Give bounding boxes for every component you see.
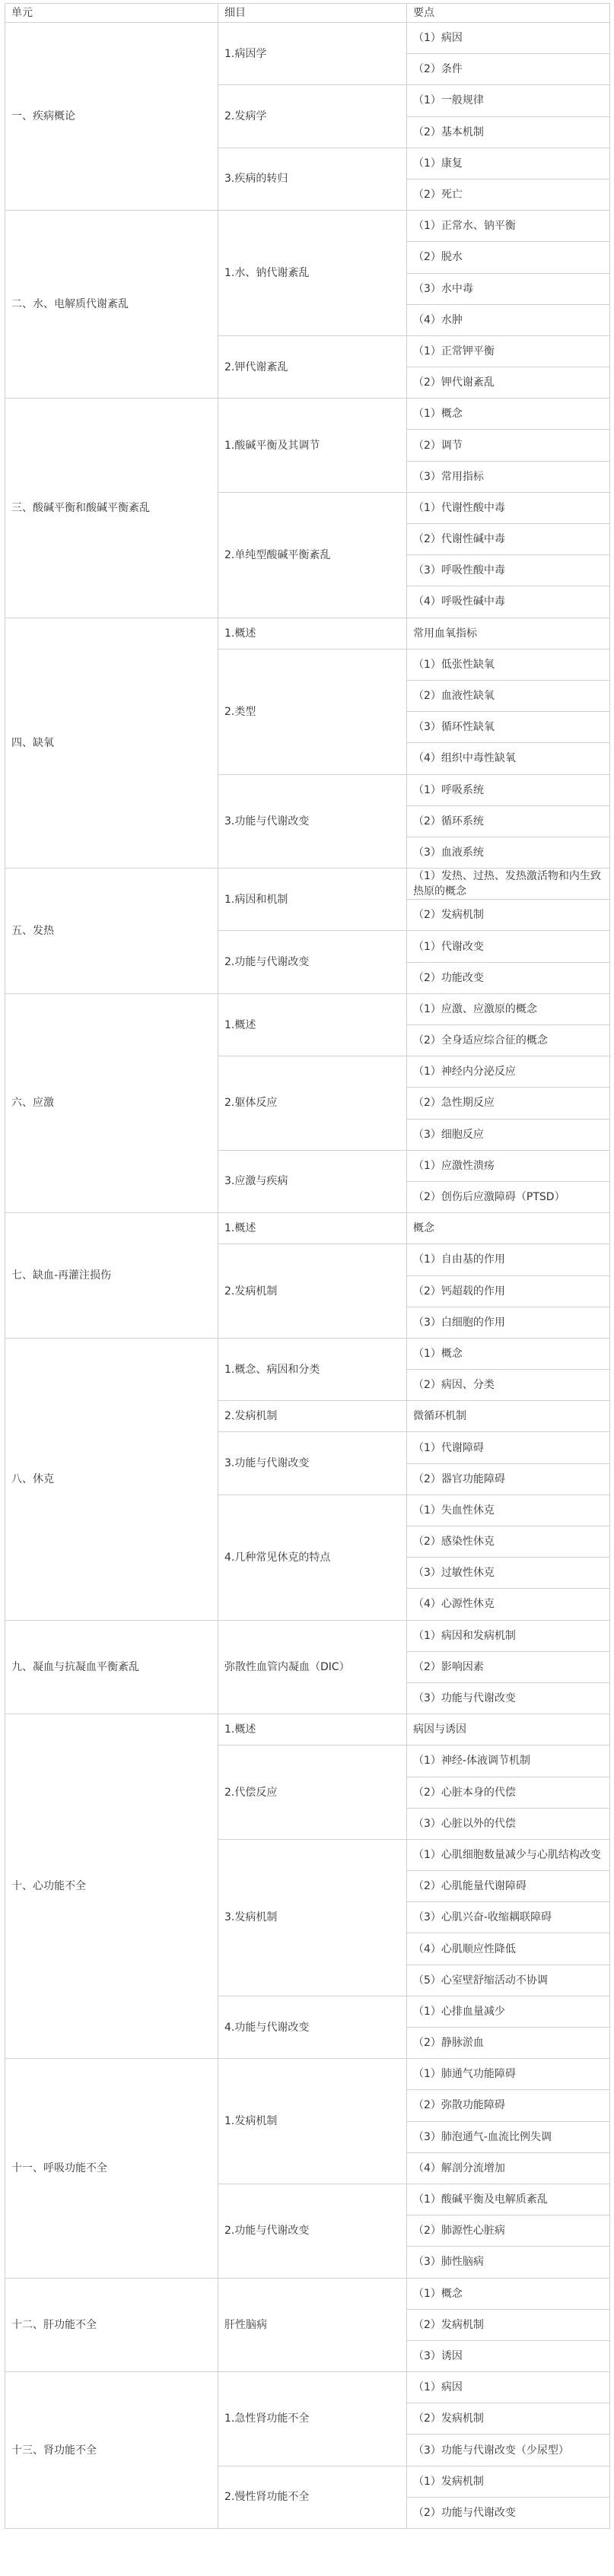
point-cell: （4）组织中毒性缺氧	[407, 743, 610, 774]
point-cell: （3）心脏以外的代偿	[407, 1808, 610, 1839]
unit-cell: 十、心功能不全	[5, 1714, 218, 2059]
item-cell: 2.发病机制	[218, 1244, 407, 1339]
point-cell: （1）应激、应激原的概念	[407, 993, 610, 1024]
point-cell: （1）正常水、钠平衡	[407, 211, 610, 242]
point-cell: （2）创伤后应激障碍（PTSD）	[407, 1181, 610, 1212]
item-cell: 2.躯体反应	[218, 1056, 407, 1151]
point-cell: （2）条件	[407, 54, 610, 85]
point-cell: （3）水中毒	[407, 273, 610, 304]
item-cell: 2.功能与代谢改变	[218, 931, 407, 993]
point-cell: （2）病因、分类	[407, 1370, 610, 1401]
unit-cell: 六、应激	[5, 993, 218, 1212]
point-cell: （1）病因和发病机制	[407, 1620, 610, 1651]
point-cell: （1）发热、过热、发热激活物和内生致热原的概念	[407, 869, 610, 900]
point-cell: （2）死亡	[407, 179, 610, 210]
item-cell: 1.急性肾功能不全	[218, 2372, 407, 2466]
item-cell: 1.概述	[218, 1213, 407, 1244]
table-row	[5, 1620, 610, 1651]
point-cell: （5）心室壁舒缩活动不协调	[407, 1965, 610, 1996]
header-row	[5, 4, 610, 23]
point-cell: （1）低张性缺氧	[407, 649, 610, 680]
unit-cell: 十一、呼吸功能不全	[5, 2059, 218, 2278]
point-cell: 病因与诱因	[407, 1714, 610, 1745]
item-cell: 1.酸碱平衡及其调节	[218, 399, 407, 493]
item-cell: 2.慢性肾功能不全	[218, 2466, 407, 2528]
point-cell: （2）全身适应综合征的概念	[407, 1025, 610, 1056]
header-unit: 单元	[5, 4, 218, 23]
point-cell: （2）脱水	[407, 242, 610, 273]
point-cell: （1）心肌细胞数量减少与心肌结构改变	[407, 1839, 610, 1870]
item-cell: 4.几种常见休克的特点	[218, 1494, 407, 1620]
table-body	[5, 23, 610, 2529]
item-cell: 1.水、钠代谢紊乱	[218, 211, 407, 336]
point-cell: （3）肺泡通气-血流比例失调	[407, 2121, 610, 2152]
unit-cell: 十二、肝功能不全	[5, 2278, 218, 2372]
table-row	[5, 1338, 610, 1369]
unit-cell: 八、休克	[5, 1338, 218, 1620]
item-cell: 2.发病机制	[218, 1401, 407, 1432]
point-cell: （2）静脉淤血	[407, 2028, 610, 2059]
table-row	[5, 869, 610, 900]
point-cell: （1）代谢性酸中毒	[407, 492, 610, 523]
item-cell: 1.病因和机制	[218, 869, 407, 931]
table-row	[5, 2059, 610, 2090]
item-cell: 1.概述	[218, 993, 407, 1056]
point-cell: （2）钾代谢紊乱	[407, 367, 610, 399]
point-cell: （2）代谢性碱中毒	[407, 524, 610, 555]
point-cell: （1）应激性溃疡	[407, 1150, 610, 1181]
point-cell: （3）肺性脑病	[407, 2247, 610, 2278]
point-cell: （1）呼吸系统	[407, 774, 610, 805]
point-cell: （4）解剖分流增加	[407, 2152, 610, 2184]
point-cell: （3）心肌兴奋-收缩耦联障碍	[407, 1902, 610, 1933]
item-cell: 4.功能与代谢改变	[218, 1996, 407, 2058]
unit-cell: 七、缺血-再灌注损伤	[5, 1213, 218, 1339]
item-cell: 肝性脑病	[218, 2278, 407, 2372]
point-cell: （3）过敏性休克	[407, 1558, 610, 1589]
item-cell: 1.概念、病因和分类	[218, 1338, 407, 1400]
item-cell: 2.发病学	[218, 85, 407, 148]
table-row	[5, 2278, 610, 2309]
point-cell: （4）呼吸性碱中毒	[407, 586, 610, 618]
item-cell: 3.疾病的转归	[218, 148, 407, 210]
point-cell: （1）康复	[407, 148, 610, 179]
unit-cell: 四、缺氧	[5, 618, 218, 869]
point-cell: （2）基本机制	[407, 116, 610, 148]
point-cell: （3）常用指标	[407, 461, 610, 492]
point-cell: （4）水肿	[407, 304, 610, 335]
table-row	[5, 1714, 610, 1745]
item-cell: 1.概述	[218, 1714, 407, 1745]
point-cell: （4）心肌顺应性降低	[407, 1933, 610, 1965]
point-cell: （1）神经内分泌反应	[407, 1056, 610, 1088]
header-point: 要点	[407, 4, 610, 23]
point-cell: （2）调节	[407, 430, 610, 461]
table-row	[5, 23, 610, 54]
header-item: 细目	[218, 4, 407, 23]
item-cell: 2.功能与代谢改变	[218, 2184, 407, 2278]
table-row	[5, 993, 610, 1024]
unit-cell: 三、酸碱平衡和酸碱平衡紊乱	[5, 399, 218, 618]
point-cell: （1）一般规律	[407, 85, 610, 116]
point-cell: （2）器官功能障碍	[407, 1463, 610, 1494]
point-cell: （2）发病机制	[407, 900, 610, 931]
point-cell: （2）发病机制	[407, 2309, 610, 2340]
item-cell: 3.功能与代谢改变	[218, 774, 407, 869]
unit-cell: 十三、肾功能不全	[5, 2372, 218, 2529]
point-cell: （2）心脏本身的代偿	[407, 1777, 610, 1808]
point-cell: （4）心源性休克	[407, 1589, 610, 1620]
point-cell: （3）白细胞的作用	[407, 1307, 610, 1338]
point-cell: （3）血液系统	[407, 837, 610, 868]
point-cell: （1）肺通气功能障碍	[407, 2059, 610, 2090]
table-row	[5, 211, 610, 242]
table-row	[5, 618, 610, 649]
point-cell: （2）急性期反应	[407, 1088, 610, 1119]
point-cell: （1）发病机制	[407, 2466, 610, 2497]
point-cell: （2）感染性休克	[407, 1526, 610, 1558]
item-cell: 3.功能与代谢改变	[218, 1432, 407, 1494]
item-cell: 1.概述	[218, 618, 407, 649]
item-cell: 1.发病机制	[218, 2059, 407, 2184]
point-cell: （3）循环性缺氧	[407, 712, 610, 743]
point-cell: （2）影响因素	[407, 1651, 610, 1682]
point-cell: （1）心排血量减少	[407, 1996, 610, 2027]
item-cell: 2.单纯型酸碱平衡紊乱	[218, 492, 407, 618]
point-cell: （2）弥散功能障碍	[407, 2090, 610, 2121]
point-cell: （1）酸碱平衡及电解质紊乱	[407, 2184, 610, 2215]
point-cell: 概念	[407, 1213, 610, 1244]
point-cell: （1）概念	[407, 399, 610, 430]
point-cell: 微循环机制	[407, 1401, 610, 1432]
point-cell: （2）血液性缺氧	[407, 680, 610, 711]
item-cell: 2.类型	[218, 649, 407, 774]
point-cell: （3）功能与代谢改变	[407, 1682, 610, 1714]
point-cell: （2）循环系统	[407, 805, 610, 837]
item-cell: 弥散性血管内凝血（DIC）	[218, 1620, 407, 1714]
point-cell: （3）诱因	[407, 2340, 610, 2371]
point-cell: （2）钙超载的作用	[407, 1275, 610, 1307]
syllabus-table	[5, 3, 610, 2529]
point-cell: （1）代谢改变	[407, 931, 610, 962]
point-cell: （3）呼吸性酸中毒	[407, 555, 610, 586]
item-cell: 1.病因学	[218, 23, 407, 85]
table-row	[5, 399, 610, 430]
table-row	[5, 1213, 610, 1244]
point-cell: （2）功能改变	[407, 962, 610, 993]
item-cell: 3.发病机制	[218, 1839, 407, 1996]
point-cell: （1）代谢障碍	[407, 1432, 610, 1463]
point-cell: （1）概念	[407, 2278, 610, 2309]
point-cell: （1）概念	[407, 1338, 610, 1369]
point-cell: （1）病因	[407, 2372, 610, 2403]
unit-cell: 一、疾病概论	[5, 23, 218, 211]
point-cell: （1）失血性休克	[407, 1494, 610, 1526]
unit-cell: 九、凝血与抗凝血平衡紊乱	[5, 1620, 218, 1714]
item-cell: 2.钾代谢紊乱	[218, 335, 407, 398]
unit-cell: 五、发热	[5, 869, 218, 994]
unit-cell: 二、水、电解质代谢紊乱	[5, 211, 218, 399]
point-cell: （1）病因	[407, 23, 610, 54]
point-cell: （3）细胞反应	[407, 1119, 610, 1150]
item-cell: 3.应激与疾病	[218, 1150, 407, 1212]
point-cell: （2）肺源性心脏病	[407, 2215, 610, 2247]
point-cell: （3）功能与代谢改变（少尿型）	[407, 2435, 610, 2466]
point-cell: （1）神经-体液调节机制	[407, 1745, 610, 1777]
point-cell: （2）心肌能量代谢障碍	[407, 1871, 610, 1902]
point-cell: （1）自由基的作用	[407, 1244, 610, 1275]
point-cell: （2）功能与代谢改变	[407, 2497, 610, 2528]
table-row	[5, 2372, 610, 2403]
point-cell: 常用血氧指标	[407, 618, 610, 649]
item-cell: 2.代偿反应	[218, 1745, 407, 1840]
point-cell: （2）发病机制	[407, 2403, 610, 2435]
point-cell: （1）正常钾平衡	[407, 335, 610, 367]
